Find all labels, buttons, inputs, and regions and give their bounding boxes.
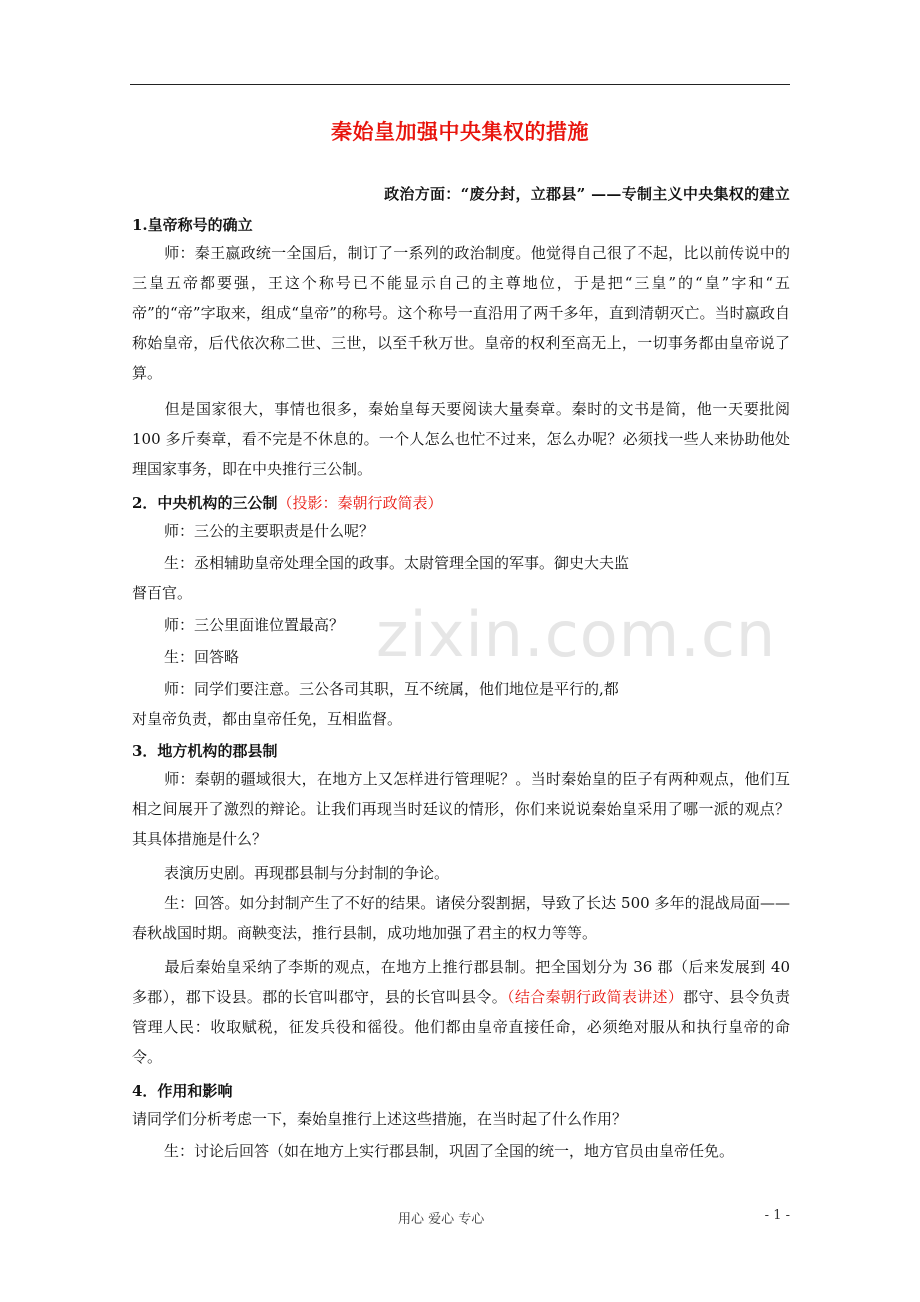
subheading: 政治方面：“废分封，立郡县” ——专制主义中央集权的建立 bbox=[384, 185, 790, 203]
header-rule bbox=[130, 84, 790, 85]
section-3-paragraph-3: 生：回答。如分封制产生了不好的结果。诸侯分裂割据，导致了长达 500 多年的混战局面——春秋战国时期。商鞅变法，推行县制，成功地加强了君主的权力等等。 bbox=[132, 894, 790, 942]
section-1-paragraph-1: 师：秦王嬴政统一全国后，制订了一系列的政治制度。他觉得自己很了不起，比以前传说中的三皇五帝都要强，王这个称号已不能显示自己的主尊地位，于是把“三皇”的“皇”字和“五帝”的“帝”字取来，组成“皇帝”的称号。这个称号一直沿用了两千多年，直到清朝灭亡。当时嬴政自称始皇帝，后代依次称二世、三世，以至千秋万世。皇帝的权利至高无上，一切事务都由皇帝说了算。 bbox=[132, 244, 790, 382]
section-2-line-1: 师：三公的主要职责是什么呢？ bbox=[164, 522, 375, 540]
page-title: 秦始皇加强中央集权的措施 bbox=[331, 120, 589, 144]
section-1-paragraph-2: 但是国家很大，事情也很多，秦始皇每天要阅读大量奏章。秦时的文书是简，他一天要批阅 100 多斤奏章，看不完是不休息的。一个人怎么也忙不过来，怎么办呢？必须找一些人来协助他处理国家事务，即在中央推行三公制。 bbox=[132, 400, 790, 478]
watermark: zixin.com.cn bbox=[376, 598, 777, 671]
section-2-line-5a: 师：同学们要注意。三公各司其职，互不统属，他们地位是平行的,都 bbox=[164, 680, 619, 698]
section-1-heading: 1.皇帝称号的确立 bbox=[132, 216, 253, 234]
page-number: - 1 - bbox=[764, 1208, 790, 1223]
section-2-line-5b: 对皇帝负责，都由皇帝任免，互相监督。 bbox=[132, 710, 403, 728]
section-3-paragraph-1: 师：秦朝的疆域很大，在地方上又怎样进行管理呢？。当时秦始皇的臣子有两种观点，他们互相之间展开了激烈的辩论。让我们再现当时廷议的情形，你们来说说秦始皇采用了哪一派的观点？其具体措施是什么？ bbox=[132, 770, 790, 848]
section-4-heading: 4．作用和影响 bbox=[132, 1082, 233, 1100]
section-2-line-4: 生：回答略 bbox=[164, 648, 240, 666]
section-3-note: （结合秦朝行政简表讲述） bbox=[507, 988, 684, 1006]
section-4-paragraph-2: 生：讨论后回答（如在地方上实行郡县制，巩固了全国的统一，地方官员由皇帝任免。 bbox=[164, 1142, 735, 1160]
section-3-paragraph-4: 最后秦始皇采纳了李斯的观点，在地方上推行郡县制。把全国划分为 36 郡（后来发展到 40 多郡），郡下设县。郡的长官叫郡守，县的长官叫县令。（结合秦朝行政简表讲述）郡守、县令负责管理人民：收取赋税，征发兵役和徭役。他们都由皇帝直接任命，必须绝对服从和执行皇帝的命令。 bbox=[132, 958, 790, 1066]
section-2-note: （投影：秦朝行政简表） bbox=[277, 494, 443, 512]
section-2-line-2b: 督百官。 bbox=[132, 584, 193, 602]
section-3-heading: 3．地方机构的郡县制 bbox=[132, 742, 278, 760]
section-2-heading: 2．中央机构的三公制（投影：秦朝行政简表） bbox=[132, 494, 443, 512]
footer-motto: 用心 爱心 专心 bbox=[398, 1212, 485, 1227]
section-2-line-2a: 生：丞相辅助皇帝处理全国的政事。太尉管理全国的军事。御史大夫监 bbox=[164, 554, 630, 572]
section-4-paragraph-1: 请同学们分析考虑一下，秦始皇推行上述这些措施，在当时起了什么作用？ bbox=[132, 1110, 628, 1128]
section-2-line-3: 师：三公里面谁位置最高？ bbox=[164, 616, 345, 634]
section-3-paragraph-2: 表演历史剧。再现郡县制与分封制的争论。 bbox=[164, 864, 450, 882]
